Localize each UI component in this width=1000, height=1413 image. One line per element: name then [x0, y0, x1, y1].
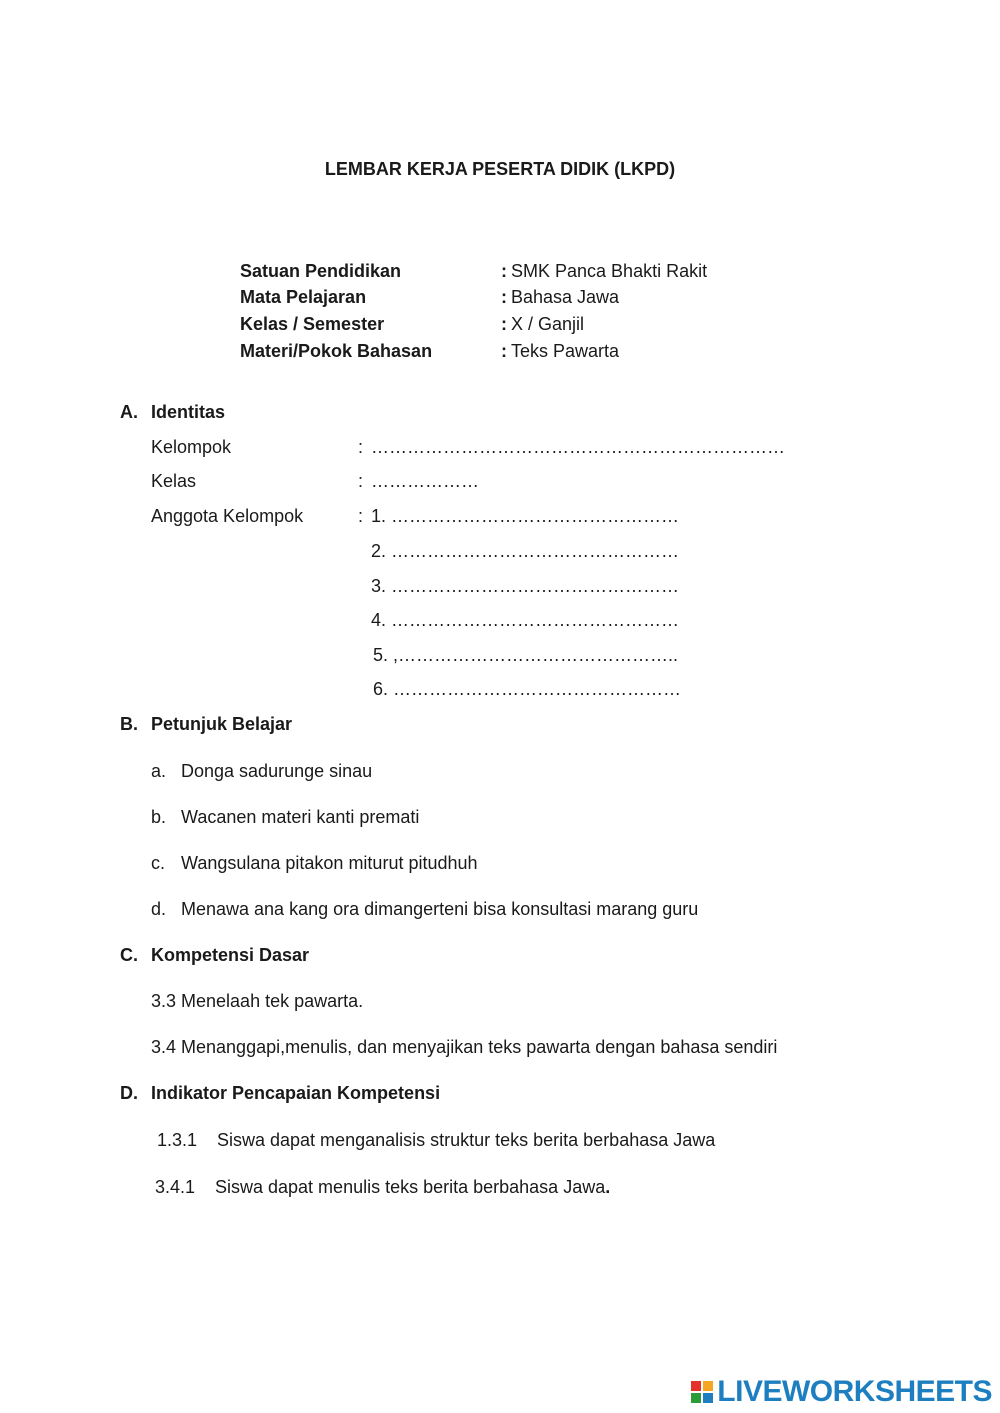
- section-b-heading: Petunjuk Belajar: [151, 714, 293, 734]
- member-blank-2[interactable]: 2. …………………………………………: [371, 541, 680, 561]
- info-label-kelas: Kelas / Semester: [240, 314, 385, 334]
- section-d-letter: D.: [120, 1083, 138, 1103]
- logo-square-red: [691, 1381, 701, 1391]
- field-label-kelas: Kelas: [151, 471, 197, 491]
- liveworksheets-logo-text: LIVEWORKSHEETS: [717, 1375, 992, 1408]
- list-marker: a.: [151, 761, 167, 781]
- indicator-number: 1.3.1: [157, 1130, 198, 1150]
- kd-item: 3.3 Menelaah tek pawarta.: [151, 991, 364, 1011]
- list-marker: d.: [151, 899, 167, 919]
- member-blank-5[interactable]: 5. ,………………………………………..: [373, 645, 679, 665]
- list-marker: c.: [151, 853, 166, 873]
- logo-square-blue: [703, 1393, 713, 1403]
- liveworksheets-logo[interactable]: [691, 1375, 992, 1409]
- field-colon: :: [358, 471, 364, 491]
- page-title: LEMBAR KERJA PESERTA DIDIK (LKPD): [324, 159, 676, 179]
- field-blank-kelompok[interactable]: ……………………………………………………………: [371, 437, 785, 457]
- kd-item: 3.4 Menanggapi,menulis, dan menyajikan teks pawarta dengan bahasa sendiri: [151, 1037, 778, 1057]
- member-blank-6[interactable]: 6. …………………………………………: [373, 679, 682, 699]
- liveworksheets-logo-icon: [691, 1381, 713, 1403]
- logo-square-green: [691, 1393, 701, 1403]
- info-label-mapel: Mata Pelajaran: [240, 287, 367, 307]
- info-value-materi: Teks Pawarta: [511, 341, 620, 361]
- info-value-kelas: X / Ganjil: [511, 314, 585, 334]
- field-label-anggota: Anggota Kelompok: [151, 506, 304, 526]
- list-item: Wangsulana pitakon miturut pitudhuh: [181, 853, 478, 873]
- info-label-materi: Materi/Pokok Bahasan: [240, 341, 433, 361]
- info-value-satuan: SMK Panca Bhakti Rakit: [511, 261, 708, 281]
- logo-square-orange: [703, 1381, 713, 1391]
- info-value-mapel: Bahasa Jawa: [511, 287, 620, 307]
- list-item: Donga sadurunge sinau: [181, 761, 373, 781]
- list-marker: b.: [151, 807, 167, 827]
- info-label-satuan: Satuan Pendidikan: [240, 261, 402, 281]
- info-colon: :: [501, 261, 507, 281]
- field-colon: :: [358, 506, 364, 526]
- member-blank-1[interactable]: 1. …………………………………………: [371, 506, 680, 526]
- info-colon: :: [501, 287, 507, 307]
- field-colon: :: [358, 437, 364, 457]
- section-d-heading: Indikator Pencapaian Kompetensi: [151, 1083, 441, 1103]
- indicator-text: Siswa dapat menulis teks berita berbahasa Jawa.: [215, 1177, 611, 1197]
- indicator-text: Siswa dapat menganalisis struktur teks berita berbahasa Jawa: [217, 1130, 716, 1150]
- field-blank-kelas[interactable]: ………………: [371, 471, 479, 491]
- section-c-heading: Kompetensi Dasar: [151, 945, 310, 965]
- info-colon: :: [501, 314, 507, 334]
- section-c-letter: C.: [120, 945, 138, 965]
- field-label-kelompok: Kelompok: [151, 437, 232, 457]
- list-item: Wacanen materi kanti premati: [181, 807, 420, 827]
- section-a-heading: Identitas: [151, 402, 226, 422]
- section-b-letter: B.: [120, 714, 138, 734]
- member-blank-4[interactable]: 4. …………………………………………: [371, 610, 680, 630]
- info-colon: :: [501, 341, 507, 361]
- list-item: Menawa ana kang ora dimangerteni bisa konsultasi marang guru: [181, 899, 699, 919]
- section-a-letter: A.: [120, 402, 138, 422]
- indicator-number: 3.4.1: [155, 1177, 196, 1197]
- member-blank-3[interactable]: 3. …………………………………………: [371, 576, 680, 596]
